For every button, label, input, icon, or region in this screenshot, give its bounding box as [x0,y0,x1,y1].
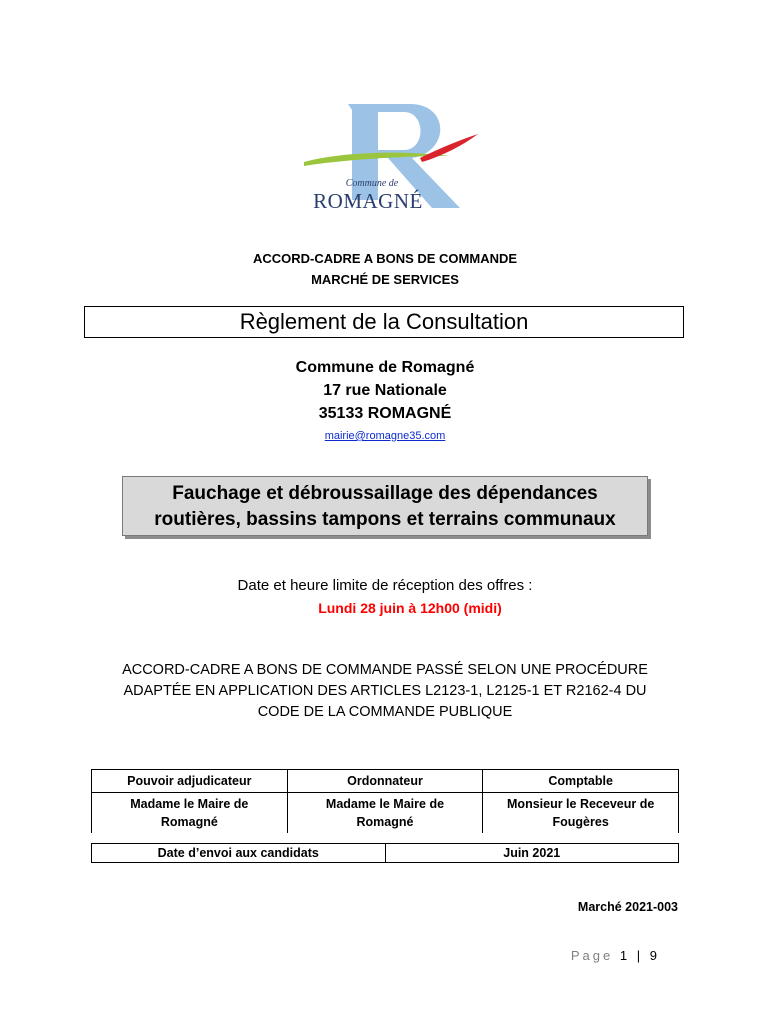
procedure-line-2: ADAPTÉE EN APPLICATION DES ARTICLES L2123-1, L2125-1 ET R2162-4 DU [123,683,647,699]
cell-line: Madame le Maire de [325,797,445,811]
address-street: 17 rue Nationale [323,382,447,399]
header-ordonnateur: Ordonnateur [287,770,483,793]
parties-table [91,769,679,833]
page-word: Page [570,948,614,963]
deadline-value: Lundi 28 juin à 12h00 (midi) [318,600,502,616]
table-cell [92,793,288,834]
header-comptable: Comptable [483,770,679,793]
cell-line: Madame le Maire de [130,797,249,811]
table-cell [483,793,679,834]
cell-line: Monsieur le Receveur de [507,797,655,811]
header-line-2: MARCHÉ DE SERVICES [311,272,459,287]
header-line-1: ACCORD-CADRE A BONS DE COMMANDE [252,251,518,266]
cell-line: Romagné [356,815,414,829]
document-title: Règlement de la Consultation [84,306,684,338]
email-link[interactable]: mairie@romagne35.com [324,430,446,442]
cell-line: Romagné [160,815,218,829]
send-date-label: Date d’envoi aux candidats [92,844,386,863]
table-row [92,844,679,863]
subject-box [122,476,648,536]
send-date-value: Juin 2021 [385,844,679,863]
table-cell [287,793,483,834]
subject-line-2: routières, bassins tampons et terrains communaux [154,509,616,530]
marche-number: Marché 2021-003 [577,900,678,914]
address-city: 35133 ROMAGNÉ [318,405,452,422]
procedure-text [90,660,680,723]
procedure-line-1: ACCORD-CADRE A BONS DE COMMANDE PASSÉ SELON UNE PROCÉDURE [122,662,648,678]
page-current: 1 [619,948,631,963]
procedure-line-3: CODE DE LA COMMANDE PUBLIQUE [257,704,513,720]
logo-commune-de: Commune de [345,178,399,189]
send-date-table [91,843,679,863]
logo-romagne: ROMAGNÉ [313,189,423,213]
subject-line-1: Fauchage et débroussaillage des dépendances [172,483,598,504]
cell-line: Fougères [552,815,609,829]
page-total: 9 [649,948,660,963]
table-row [92,770,679,793]
address-name: Commune de Romagné [295,359,475,376]
page-separator: | [636,948,644,963]
table-row [92,793,679,834]
header-pouvoir-adjudicateur: Pouvoir adjudicateur [92,770,288,793]
deadline-label: Date et heure limite de réception des offres : [237,577,533,594]
page-indicator [520,948,660,963]
